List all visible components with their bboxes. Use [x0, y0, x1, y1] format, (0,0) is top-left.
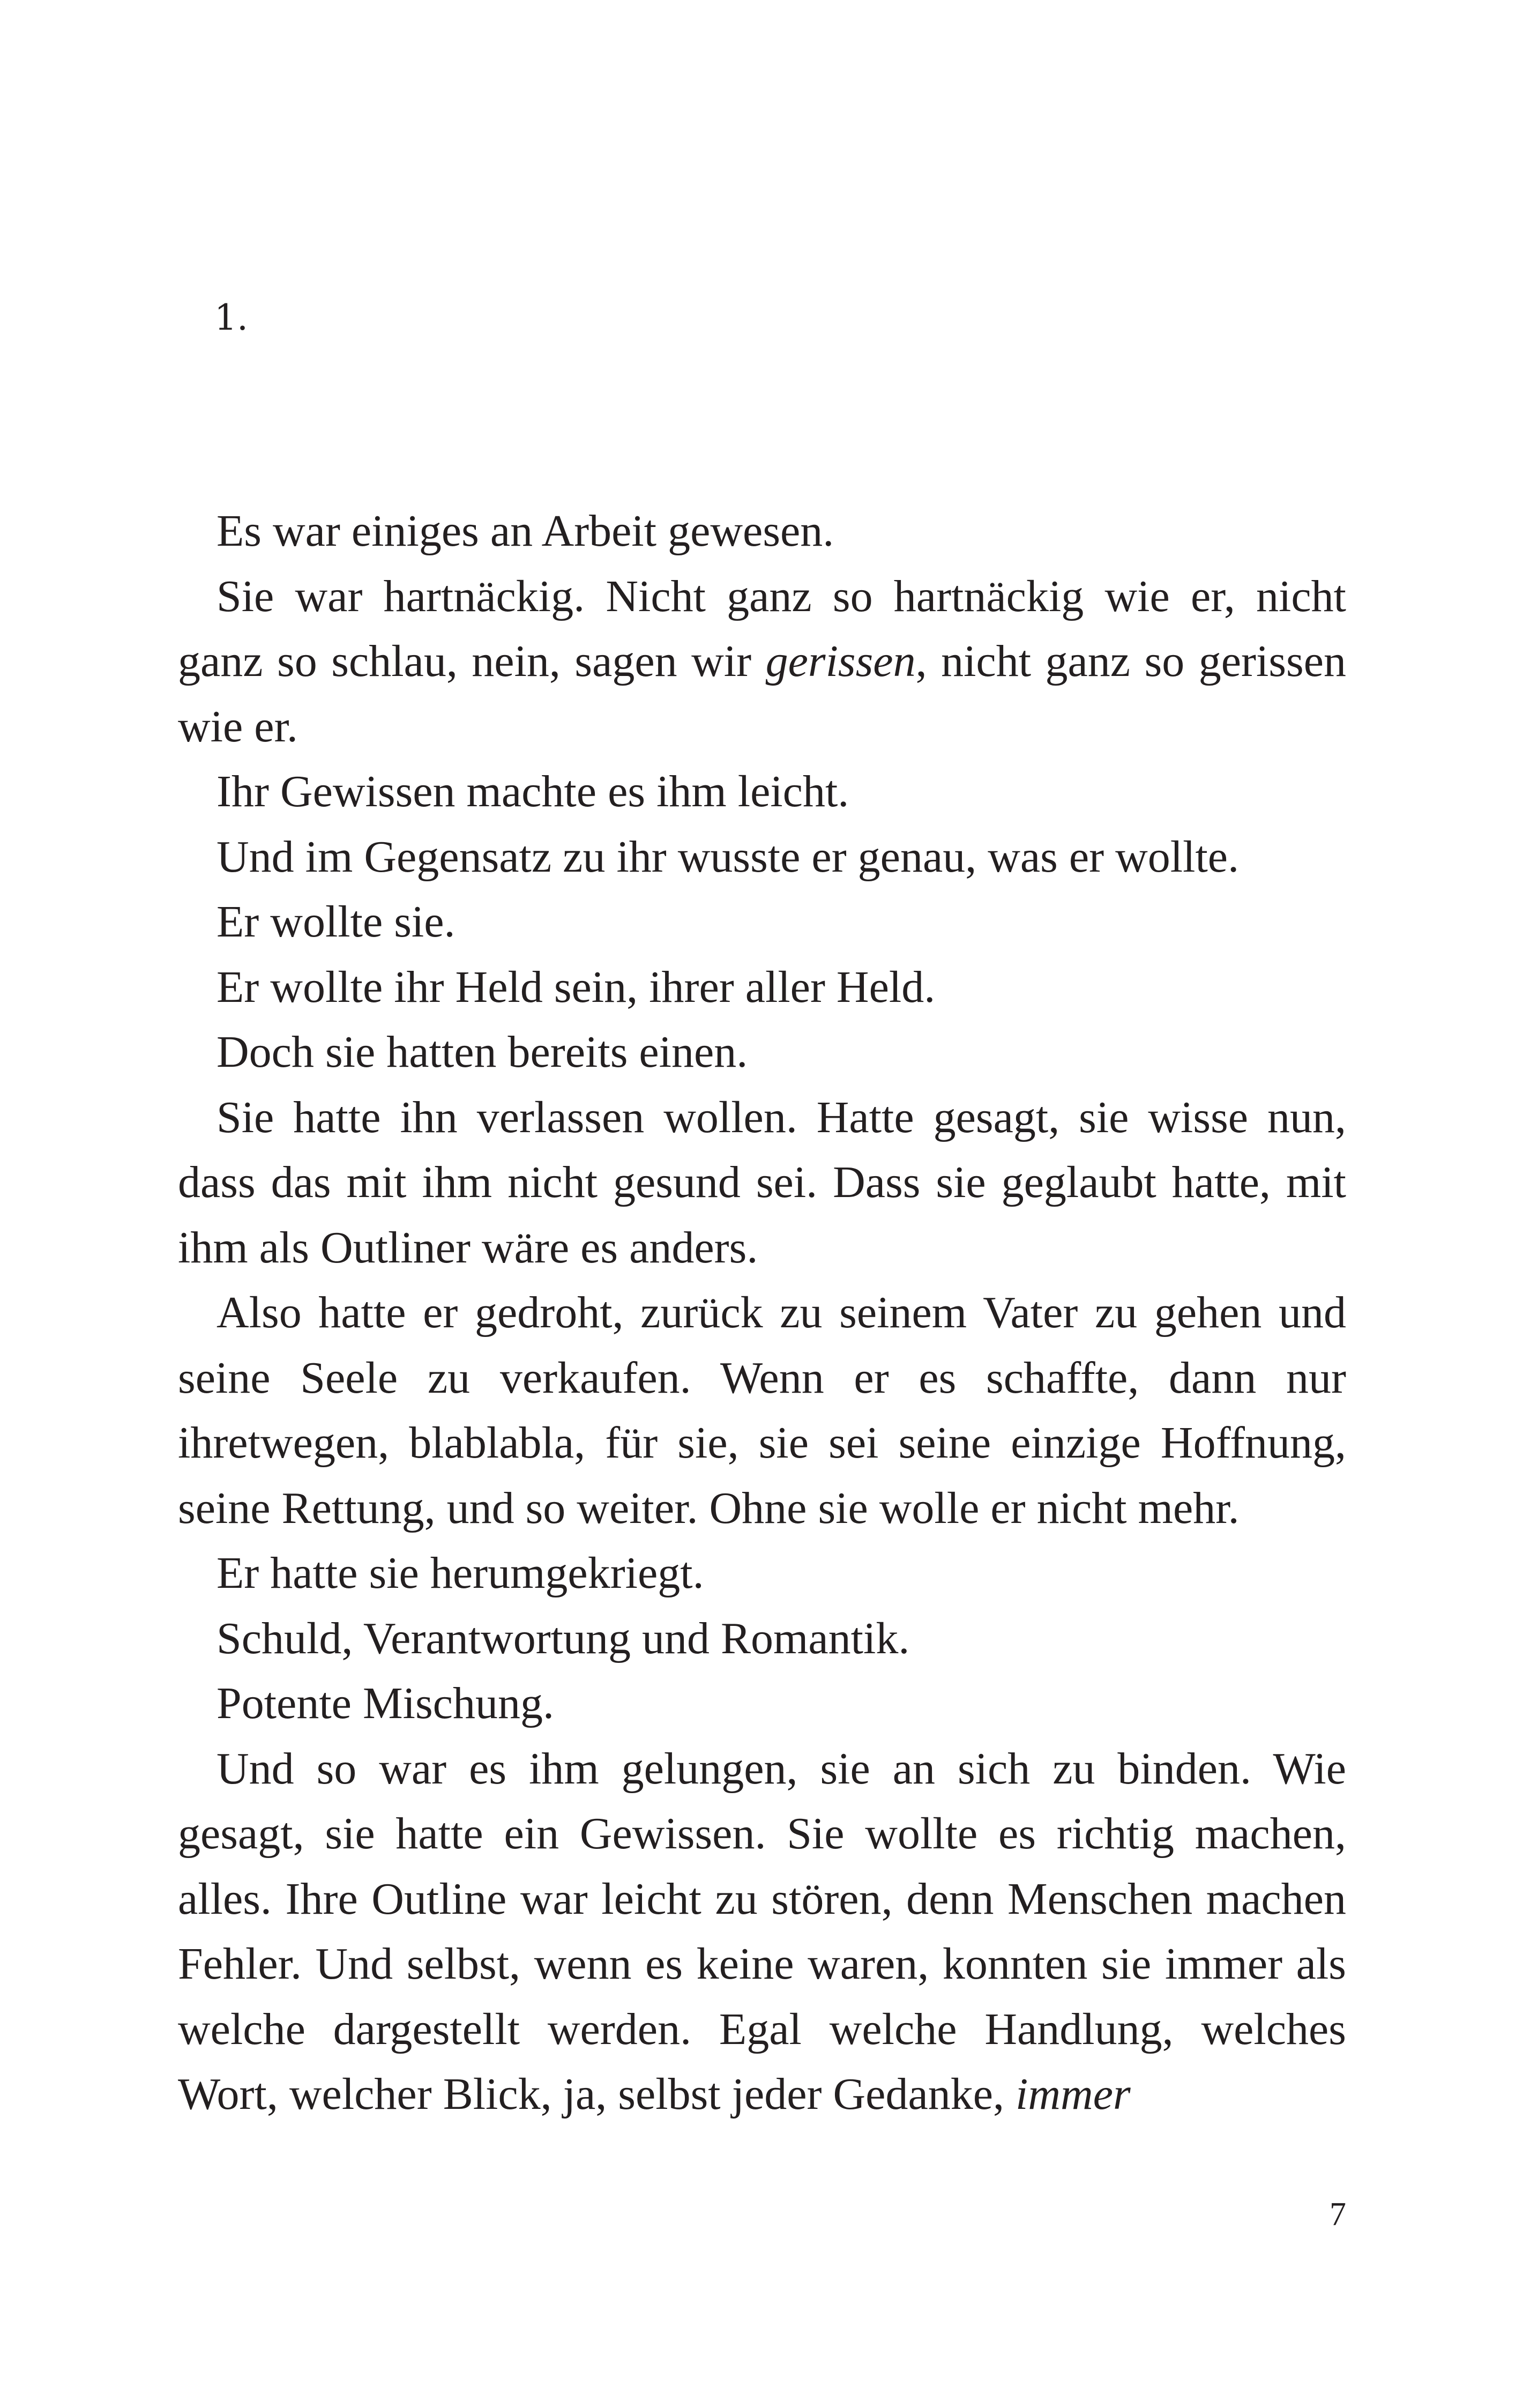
paragraph-2-emphasis: gerissen	[765, 636, 916, 686]
paragraph-1: Es war einiges an Arbeit gewesen.	[216, 506, 834, 556]
paragraph-8: Sie hatte ihn verlassen wollen. Hatte gesagt, sie wisse nun, dass das mit ihm nicht gesund sei. Dass sie geglaubt hatte, mit ihm als Outliner wäre es anders.	[178, 1092, 1346, 1273]
body-text	[178, 499, 1346, 2127]
paragraph-10: Er hatte sie herumgekriegt.	[216, 1548, 704, 1598]
paragraph-5: Er wollte sie.	[216, 897, 456, 947]
paragraph-13-emphasis: immer	[1016, 2069, 1131, 2119]
chapter-number: 1.	[214, 297, 248, 338]
page-number: 7	[1330, 2196, 1346, 2233]
paragraph-11: Schuld, Verantwortung und Romantik.	[216, 1613, 910, 1663]
paragraph-13-text: Und so war es ihm gelungen, sie an sich zu binden. Wie gesagt, sie hatte ein Gewissen. Sie wollte es richtig machen, alles. Ihre Outline war leicht zu stören, denn Menschen machen Fehler. Und selbst, wenn es keine waren, konnten sie immer als welche dargestellt werden. Egal welche Handlung, welches Wort, welcher Blick, ja, selbst jeder Gedanke,	[178, 1743, 1346, 2119]
paragraph-12: Potente Mischung.	[216, 1678, 554, 1728]
paragraph-3: Ihr Gewissen machte es ihm leicht.	[216, 767, 849, 816]
paragraph-4: Und im Gegensatz zu ihr wusste er genau, was er wollte.	[216, 831, 1240, 882]
paragraph-2	[178, 564, 1346, 760]
paragraph-6: Er wollte ihr Held sein, ihrer aller Held.	[216, 962, 936, 1012]
paragraph-2-text-end: , nicht ganz so gerissen wie er.	[178, 636, 1346, 752]
paragraph-7: Doch sie hatten bereits einen.	[216, 1027, 748, 1077]
paragraph-2-text-start: Sie war hartnäckig. Nicht ganz so hartnäckig wie er, nicht ganz so schlau, nein, sagen wir	[178, 571, 1346, 686]
paragraph-13	[178, 1736, 1346, 2127]
paragraph-9: Also hatte er gedroht, zurück zu seinem Vater zu gehen und seine Seele zu verkaufen. Wenn er es schaffte, dann nur ihretwegen, blablabla, für sie, sie sei seine einzige Hoffnung, seine Rettung, und so weiter. Ohne sie wolle er nicht mehr.	[178, 1288, 1346, 1533]
